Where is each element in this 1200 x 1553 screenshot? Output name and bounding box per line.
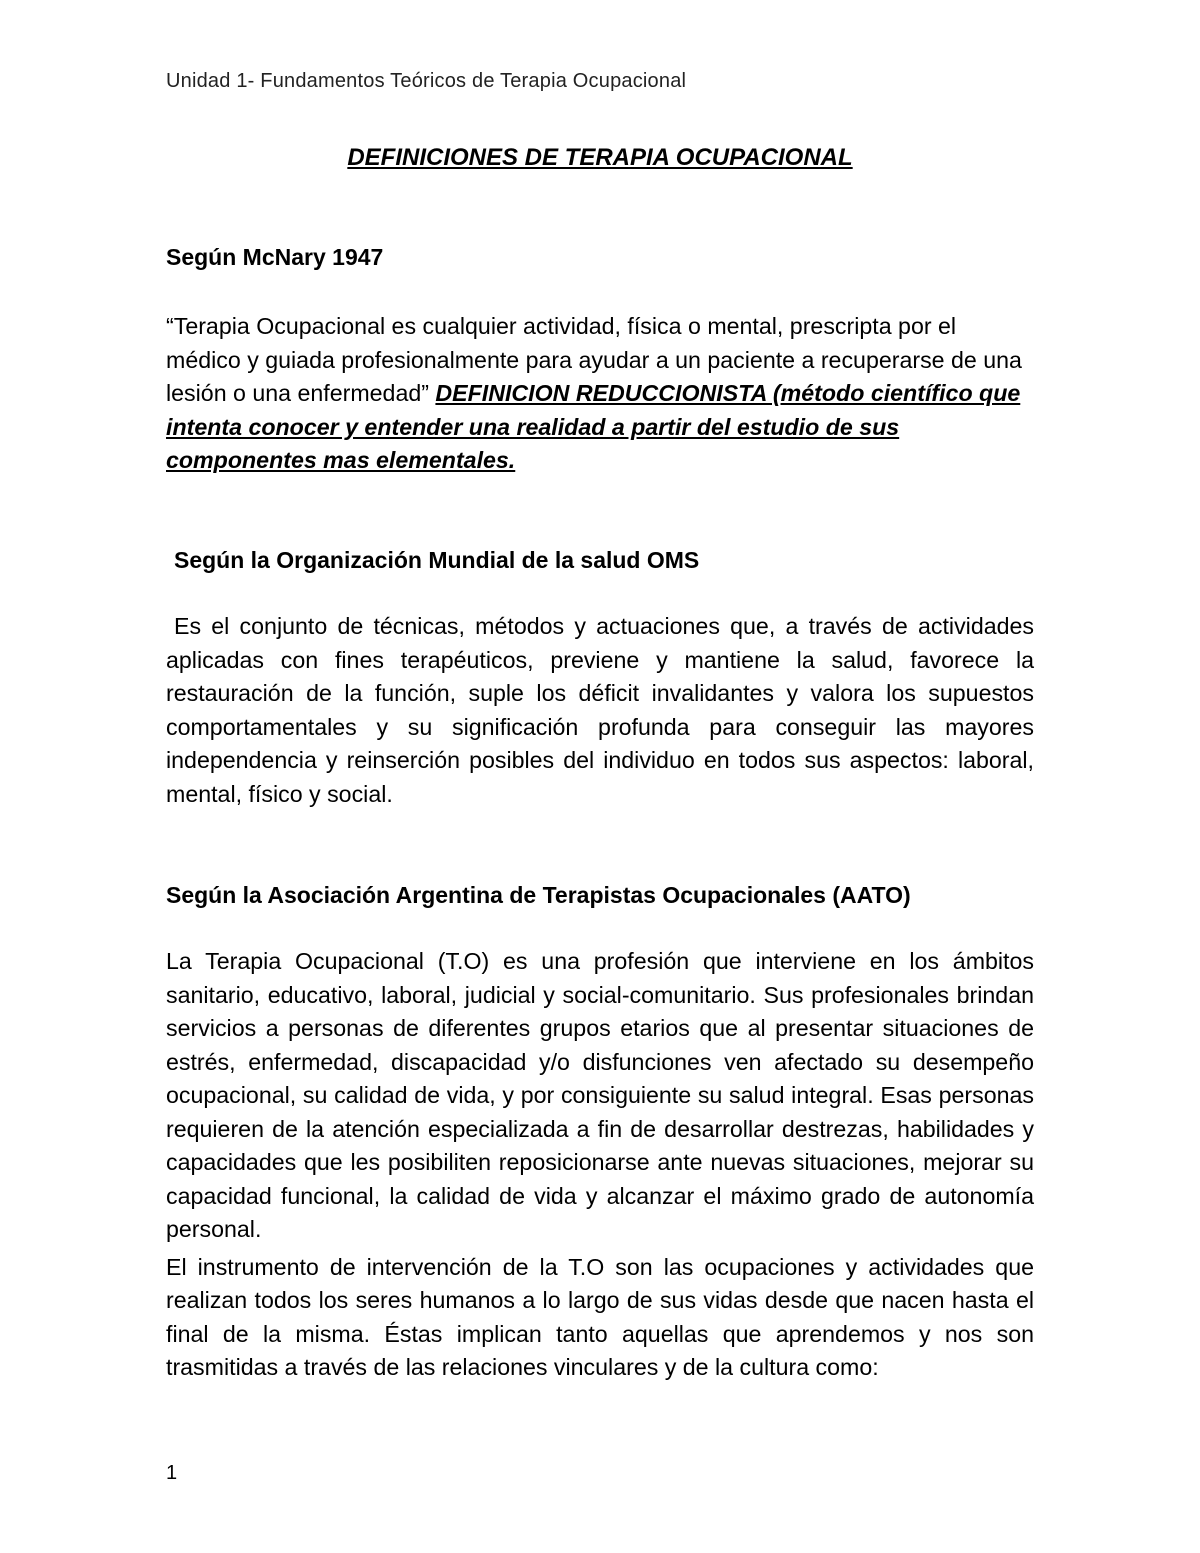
document-title: DEFINICIONES DE TERAPIA OCUPACIONAL <box>347 144 853 171</box>
section-heading-aato: Según la Asociación Argentina de Terapistas Ocupacionales (AATO) <box>166 882 911 908</box>
section-body-aato <box>166 945 1034 1385</box>
section-heading-oms: Según la Organización Mundial de la salud OMS <box>174 547 700 573</box>
mcnary-quote: “Terapia Ocupacional es cualquier actividad, física o mental, prescripta por el médico y guiada profesionalmente para ayudar a un paciente a recuperarse de una lesión o una enfermedad” <box>166 313 1022 406</box>
aato-definition: La Terapia Ocupacional (T.O) es una profesión que interviene en los ámbitos sanitario, educativo, laboral, judicial y social-comunitario. Sus profesionales brindan servicios a personas de diferentes grupos etarios que al presentar situaciones de estrés, enfermedad, discapacidad y/o disfunciones ven afectado su desempeño ocupacional, su calidad de vida, y por consiguiente su salud integral. Esas personas requieren de la atención especializada a fin de desarrollar destrezas, habilidades y capacidades que les posibiliten reposicionarse ante nuevas situaciones, mejorar su capacidad funcional, la calidad de vida y alcanzar el máximo grado de autonomía personal. <box>166 948 1034 1242</box>
section-body-mcnary <box>166 310 1034 478</box>
oms-definition: Es el conjunto de técnicas, métodos y actuaciones que, a través de actividades aplicadas con fines terapéuticos, previene y mantiene la salud, favorece la restauración de la función, suple los déficit invalidantes y valora los supuestos comportamentales y su significación profunda para conseguir las mayores independencia y reinserción posibles del individuo en todos sus aspectos: laboral, mental, físico y social. <box>166 613 1034 807</box>
section-heading-mcnary: Según McNary 1947 <box>166 244 384 270</box>
section-body-oms <box>166 610 1034 811</box>
page-number: 1 <box>166 1462 178 1484</box>
reduccionista-note: DEFINICION REDUCCIONISTA (método científico que intenta conocer y entender una realidad a partir del estudio de sus componentes mas elementales. <box>166 380 1021 473</box>
aato-instrument-paragraph: El instrumento de intervención de la T.O son las ocupaciones y actividades que realizan todos los seres humanos a lo largo de sus vidas desde que nacen hasta el final de la misma. Éstas implican tanto aquellas que aprendemos y nos son trasmitidas a través de las relaciones vinculares y de la cultura como: <box>166 1253 1034 1380</box>
running-header: Unidad 1- Fundamentos Teóricos de Terapia Ocupacional <box>166 70 687 92</box>
